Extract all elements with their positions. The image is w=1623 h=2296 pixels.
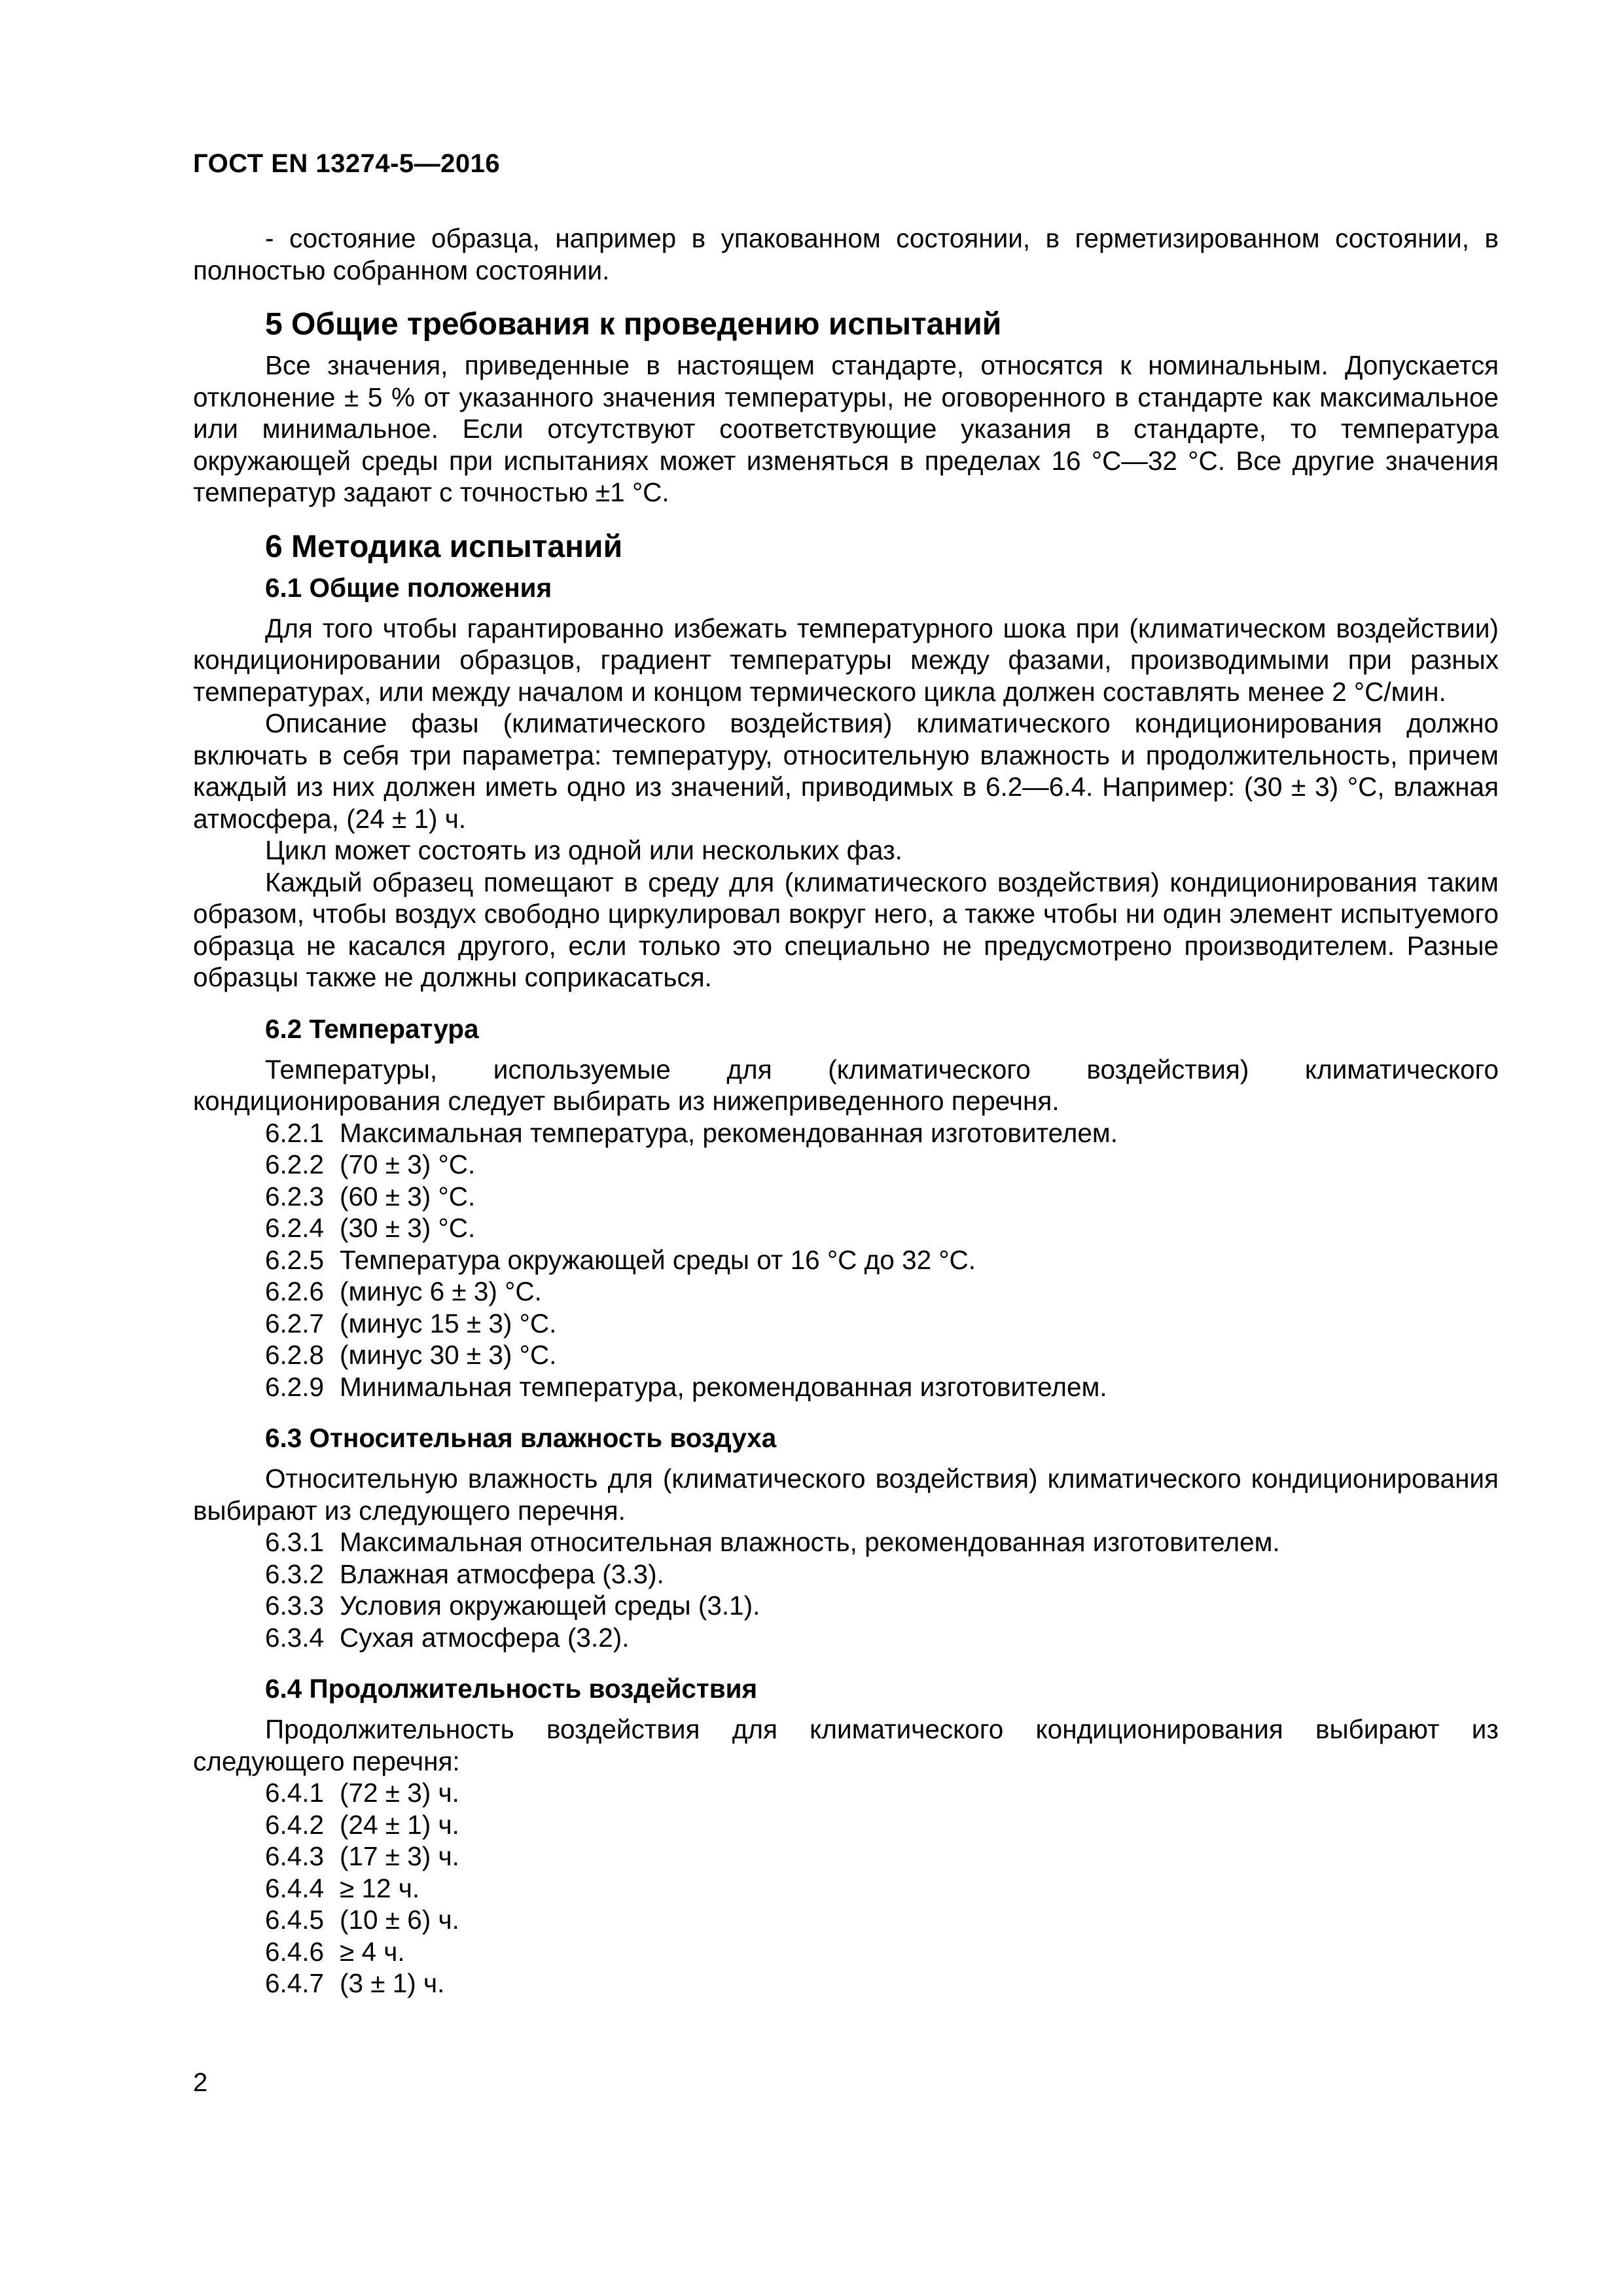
intro-bullet: - состояние образца, например в упакованном состоянии, в герметизированном состоянии, в полностью собранном состоянии. <box>193 223 1499 285</box>
item-text: ≥ 4 ч. <box>340 1936 405 1967</box>
item-number: 6.4.5 <box>265 1905 325 1935</box>
section-6-1-paragraph: Описание фазы (климатического воздействия) климатического кондиционирования должно включать в себя три параметра: температуру, относительную влажность и продолжительность, причем каждый из них должен иметь одно из значений, приводимых в 6.2—6.4. Например: (30 ± 3) °С, влажная атмосфера, (24 ± 1) ч. <box>193 708 1499 834</box>
list-item <box>193 1558 1499 1590</box>
section-6-1-paragraph: Каждый образец помещают в среду для (климатического воздействия) кондиционирования таким образом, чтобы воздух свободно циркулировал вокруг него, а также чтобы ни один элемент испытуемого образца не касался другого, если только это специально не предусмотрено производителем. Разные образцы также не должны соприкасаться. <box>193 867 1499 992</box>
item-number: 6.2.3 <box>265 1181 325 1211</box>
section-6-4-intro: Продолжительность воздействия для климатического кондиционирования выбирают из следующего перечня: <box>193 1714 1499 1776</box>
item-number: 6.2.4 <box>265 1213 325 1243</box>
list-item <box>193 1777 1499 1809</box>
item-number: 6.2.1 <box>265 1117 325 1148</box>
list-item <box>193 1339 1499 1371</box>
list-item <box>193 1936 1499 1968</box>
duration-list <box>193 1777 1499 2000</box>
item-number: 6.3.3 <box>265 1590 325 1621</box>
item-text: (минус 15 ± 3) °С. <box>340 1308 557 1338</box>
item-text: Максимальная относительная влажность, рекомендованная изготовителем. <box>340 1527 1280 1557</box>
item-text: Условия окружающей среды (3.1). <box>340 1590 760 1621</box>
section-6-2-title: 6.2 Температура <box>265 1013 479 1044</box>
list-item <box>193 1212 1499 1244</box>
section-6-title: 6 Методика испытаний <box>265 529 623 564</box>
humidity-list <box>193 1526 1499 1653</box>
document-body <box>193 223 1499 2000</box>
item-number: 6.4.3 <box>265 1841 325 1871</box>
item-text: (30 ± 3) °С. <box>340 1213 476 1243</box>
list-item <box>193 1276 1499 1308</box>
item-number: 6.2.9 <box>265 1371 325 1402</box>
list-item <box>193 1244 1499 1276</box>
item-text: Сухая атмосфера (3.2). <box>340 1622 630 1653</box>
item-number: 6.2.2 <box>265 1149 325 1179</box>
item-text: Максимальная температура, рекомендованная изготовителем. <box>340 1117 1118 1148</box>
list-item <box>193 1809 1499 1841</box>
section-6-1-paragraph: Для того чтобы гарантированно избежать температурного шока при (климатическом воздействии) кондиционировании образцов, градиент температуры между фазами, производимыми при разных температурах, или между началом и концом термического цикла должен составлять менее 2 °С/мин. <box>193 613 1499 707</box>
item-text: (17 ± 3) ч. <box>340 1841 459 1871</box>
item-text: (минус 6 ± 3) °С. <box>340 1276 542 1306</box>
section-6-2-intro: Температуры, используемые для (климатического воздействия) климатического кондиционирования следует выбирать из нижеприведенного перечня. <box>193 1054 1499 1116</box>
section-5-paragraph: Все значения, приведенные в настоящем стандарте, относятся к номинальным. Допускается отклонение ± 5 % от указанного значения температуры, не оговоренного в стандарте как максимальное или минимальное. Если отсутствуют соответствующие указания в стандарте, то температура окружающей среды при испытаниях может изменяться в пределах 16 °С—32 °С. Все другие значения температур задают с точностью ±1 °С. <box>193 350 1499 507</box>
list-item <box>193 1117 1499 1149</box>
section-6-1-title: 6.1 Общие положения <box>265 572 552 603</box>
item-number: 6.4.2 <box>265 1809 325 1840</box>
document-header: ГОСТ EN 13274-5—2016 <box>193 149 501 178</box>
item-text: (10 ± 6) ч. <box>340 1905 459 1935</box>
section-5-title: 5 Общие требования к проведению испытаний <box>265 307 1002 342</box>
section-6-1-paragraph: Цикл может состоять из одной или нескольких фаз. <box>265 835 902 865</box>
item-text: ≥ 12 ч. <box>340 1873 420 1903</box>
list-item <box>193 1308 1499 1340</box>
section-6-3-title: 6.3 Относительная влажность воздуха <box>265 1423 777 1453</box>
item-text: Минимальная температура, рекомендованная изготовителем. <box>340 1371 1107 1402</box>
page-number: 2 <box>193 2068 208 2097</box>
list-item <box>193 1371 1499 1403</box>
item-number: 6.4.7 <box>265 1968 325 1998</box>
item-text: Температура окружающей среды от 16 °С до 32 °С. <box>340 1244 976 1275</box>
item-number: 6.4.4 <box>265 1873 325 1903</box>
item-text: (минус 30 ± 3) °С. <box>340 1340 557 1370</box>
item-number: 6.4.6 <box>265 1936 325 1967</box>
item-text: (3 ± 1) ч. <box>340 1968 445 1998</box>
list-item <box>193 1873 1499 1905</box>
section-6-3-intro: Относительную влажность для (климатического воздействия) климатического кондиционирования выбирают из следующего перечня. <box>193 1463 1499 1526</box>
item-number: 6.3.2 <box>265 1558 325 1589</box>
item-text: Влажная атмосфера (3.3). <box>340 1558 664 1589</box>
list-item <box>193 1590 1499 1622</box>
item-text: (72 ± 3) ч. <box>340 1778 459 1808</box>
list-item <box>193 1526 1499 1558</box>
item-text: (70 ± 3) °С. <box>340 1149 476 1179</box>
list-item <box>193 1149 1499 1181</box>
list-item <box>193 1904 1499 1936</box>
list-item <box>193 1181 1499 1213</box>
item-text: (24 ± 1) ч. <box>340 1809 459 1840</box>
list-item <box>193 1622 1499 1654</box>
list-item <box>193 1840 1499 1873</box>
item-number: 6.2.6 <box>265 1276 325 1306</box>
item-number: 6.4.1 <box>265 1778 325 1808</box>
item-number: 6.2.7 <box>265 1308 325 1338</box>
temperature-list <box>193 1117 1499 1403</box>
section-6-4-title: 6.4 Продолжительность воздействия <box>265 1674 758 1704</box>
item-number: 6.2.8 <box>265 1340 325 1370</box>
item-number: 6.3.1 <box>265 1527 325 1557</box>
item-number: 6.2.5 <box>265 1244 325 1275</box>
item-number: 6.3.4 <box>265 1622 325 1653</box>
item-text: (60 ± 3) °С. <box>340 1181 476 1211</box>
list-item <box>193 1967 1499 2000</box>
